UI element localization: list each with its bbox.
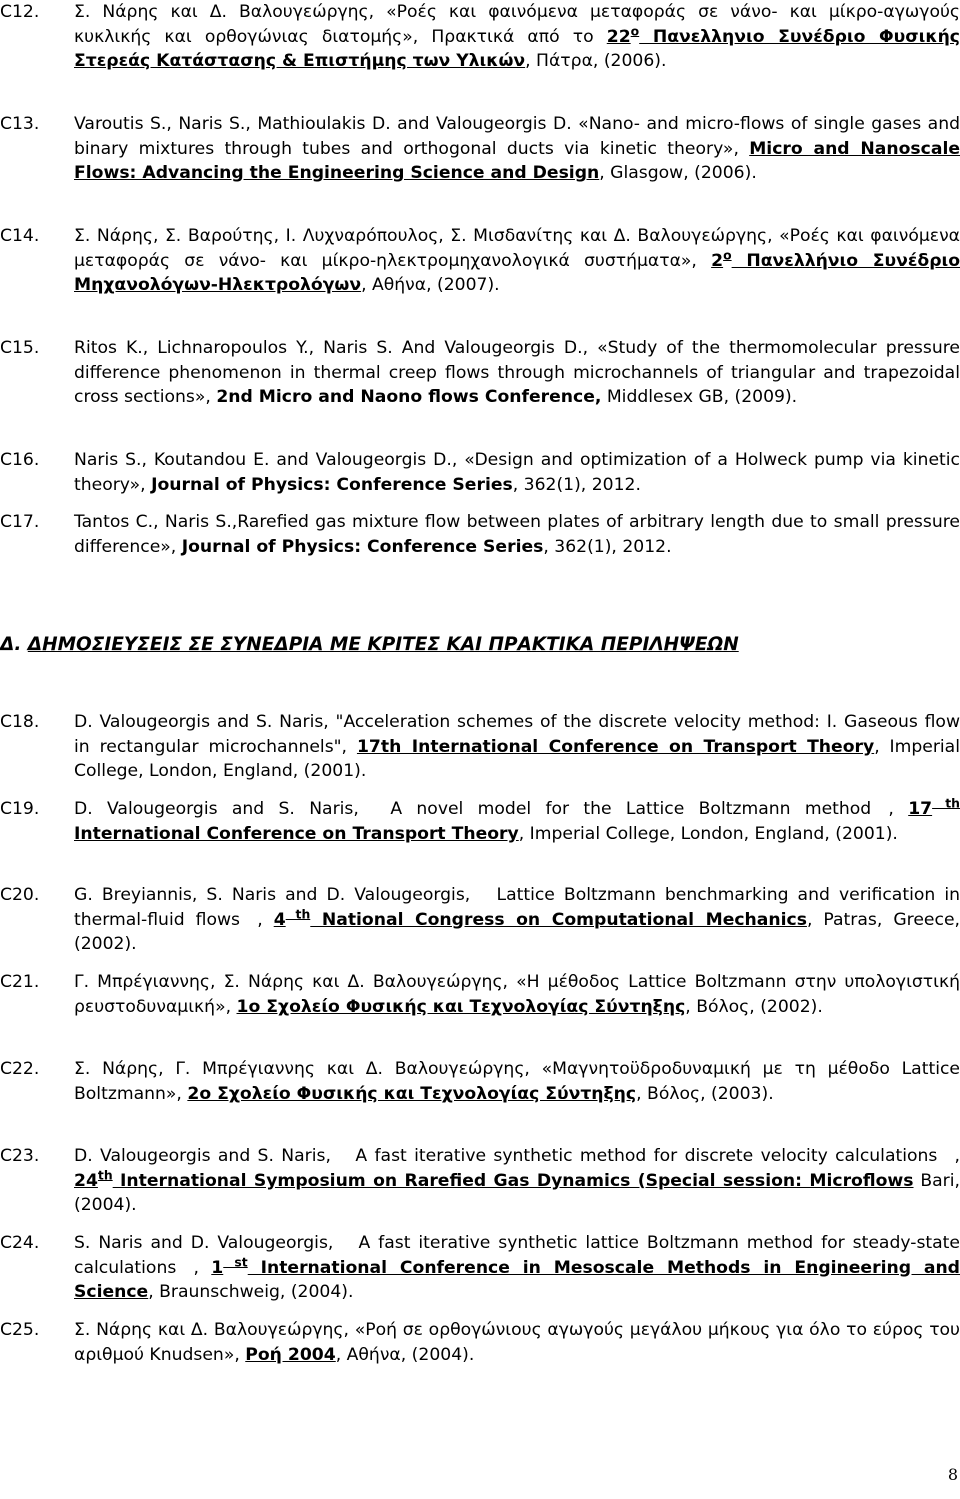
reference-text xyxy=(74,797,960,846)
reference-text-segment: ο xyxy=(723,247,732,262)
reference-number: C15. xyxy=(0,338,40,358)
reference-text-segment: D. Valougeorgis and S. Naris, A fast iterative synthetic method for discrete velocity calculations , xyxy=(74,1146,960,1166)
reference-text-segment: , Imperial College, London, England, (2001). xyxy=(518,823,898,844)
reference-text xyxy=(74,1144,960,1218)
reference-text-segment: Varoutis S., Naris S., Mathioulakis D. and Valougeorgis D. «Nano- and micro-flows of single gases and binary mixtures through tubes and orthogonal ducts via kinetic theory», xyxy=(74,114,960,159)
reference-text-segment: Σ. Νάρης και Δ. Βαλουγεώργης, «Ροές και φαινόμενα μεταφοράς σε νάνο- και μίκρο-αγωγούς κυκλικής και ορθογώνιας διατομής», Πρακτικά από το xyxy=(74,2,960,47)
reference-text-segment: D. Valougeorgis and S. Naris, A novel model for the Lattice Boltzmann method , xyxy=(74,799,909,819)
reference-text xyxy=(74,336,960,410)
reference-text xyxy=(74,0,960,74)
reference-text xyxy=(74,1318,960,1367)
reference-text-segment: , 362(1), 2012. xyxy=(512,474,641,495)
reference-text xyxy=(74,224,960,298)
reference-number: C19. xyxy=(0,799,40,819)
reference-number: C12. xyxy=(0,2,40,22)
reference-text-segment: Ροή 2004 xyxy=(245,1344,336,1365)
reference-text xyxy=(74,112,960,186)
reference-text-segment: , Imperial College, London, England, (2001). xyxy=(74,736,960,782)
reference-text-segment: ο xyxy=(630,23,640,38)
reference-text-segment: Journal of Physics: Conference Series xyxy=(181,536,544,557)
reference-number: C16. xyxy=(0,450,40,470)
reference-number: C23. xyxy=(0,1146,40,1166)
reference-text-segment: National Congress on Computational Mechanics xyxy=(310,909,807,930)
reference-number: C17. xyxy=(0,512,40,532)
reference-text-segment: S. Naris and D. Valougeorgis, A fast iterative synthetic lattice Boltzmann method for steady-state calculations , xyxy=(74,1233,960,1278)
reference-text xyxy=(74,710,960,784)
reference-text-segment: Σ. Νάρης και Δ. Βαλουγεώργης, «Ροή σε ορθογώνιους αγωγούς μεγάλου μήκους για όλο το εύρος του αριθμού Knudsen», xyxy=(74,1320,960,1365)
reference-text-segment: 2 xyxy=(711,250,724,271)
reference-text-segment: , Βόλος, (2003). xyxy=(636,1083,774,1104)
reference-text-segment: th xyxy=(932,796,960,811)
reference-text-segment: 2nd Micro and Naono flows Conference, xyxy=(216,387,602,408)
reference-number: C21. xyxy=(0,972,40,992)
reference-text-segment: Πανελληνιο Συνέδριο Φυσικής Στερεάς Κατάστασης & Επιστήμης των Υλικών xyxy=(74,26,960,72)
reference-text-segment: 22 xyxy=(606,26,631,47)
reference-text xyxy=(74,448,960,497)
reference-text-segment: 2ο Σχολείο Φυσικής και Τεχνολογίας Σύντηξης xyxy=(187,1083,637,1104)
reference-text xyxy=(74,970,960,1019)
reference-text-segment: , 362(1), 2012. xyxy=(543,536,672,557)
reference-number: C24. xyxy=(0,1233,40,1253)
reference-text-segment: , Patras, Greece, (2002). xyxy=(74,909,960,955)
reference-text-segment: 17 xyxy=(908,799,933,819)
reference-text-segment: Bari, (2004). xyxy=(74,1170,960,1216)
reference-text-segment: , Πάτρα, (2006). xyxy=(525,51,667,72)
reference-text-segment: , Βόλος, (2002). xyxy=(685,996,823,1017)
reference-text-segment: Tantos C., Naris S.,Rarefied gas mixture flow between plates of arbitrary length due to small pressure difference», xyxy=(74,512,960,557)
reference-text-segment: Middlesex GB, (2009). xyxy=(601,387,798,408)
reference-text-segment: Naris S., Koutandou E. and Valougeorgis D., «Design and optimization of a Holweck pump via kinetic theory», xyxy=(74,450,960,495)
reference-text-segment: , Glasgow, (2006). xyxy=(599,163,757,184)
reference-text-segment: Micro and Nanoscale Flows: Advancing the Engineering Science and Design xyxy=(74,138,960,184)
reference-text-segment: 1 xyxy=(211,1257,224,1278)
reference-text-segment: International Conference on Transport Theory xyxy=(74,823,519,844)
reference-text-segment: Σ. Νάρης, Σ. Βαρούτης, Ι. Λυχναρόπουλος, Σ. Μισδανίτης και Δ. Βαλουγεώργης, «Ροές και φαινόμενα μεταφοράς σε νάνο- και μίκρο-ηλεκτρομηχανολογικά συστήματα», xyxy=(74,226,960,271)
reference-number: C14. xyxy=(0,226,40,246)
reference-number: C20. xyxy=(0,885,40,905)
reference-text-segment: 24 xyxy=(74,1170,98,1191)
reference-text-segment: International Symposium on Rarefied Gas Dynamics (Special session: Microflows xyxy=(112,1170,914,1191)
reference-text-segment: , Αθήνα, (2007). xyxy=(361,275,500,296)
reference-number: C25. xyxy=(0,1320,40,1340)
reference-number: C22. xyxy=(0,1059,40,1079)
reference-text-segment: , Braunschweig, (2004). xyxy=(148,1282,354,1303)
reference-number: C18. xyxy=(0,712,40,732)
reference-text-segment: Σ. Νάρης, Γ. Μπρέγιαννης και Δ. Βαλουγεώργης, «Μαγνητοϋδροδυναμική με τη μέθοδο Lattice Boltzmann», xyxy=(74,1059,960,1104)
reference-text-segment: Journal of Physics: Conference Series xyxy=(151,474,513,495)
reference-text-segment: th xyxy=(97,1167,113,1182)
page-number: 8 xyxy=(947,1465,958,1484)
reference-text-segment: 17th International Conference on Transport Theory xyxy=(356,736,875,757)
section-heading-title: ΔΗΜΟΣΙΕΥΣΕΙΣ ΣΕ ΣΥΝΕΔΡΙΑ ΜΕ ΚΡΙΤΕΣ ΚΑΙ ΠΡΑΚΤΙΚΑ ΠΕΡΙΛΗΨΕΩΝ xyxy=(27,634,739,655)
reference-number: C13. xyxy=(0,114,40,134)
reference-text-segment: Ritos K., Lichnaropoulos Y., Naris S. And Valougeorgis D., «Study of the thermomolecular pressure difference phenomenon in thermal creep flows through microchannels of triangular and trapezoidal cross sections», xyxy=(74,338,960,408)
reference-text xyxy=(74,1057,960,1106)
reference-text-segment: th xyxy=(285,906,311,921)
section-heading-prefix: Δ. xyxy=(0,634,28,655)
reference-text-segment: 1ο Σχολείο Φυσικής και Τεχνολογίας Σύντηξης xyxy=(236,996,686,1017)
reference-text xyxy=(74,1231,960,1305)
reference-text-segment: 4 xyxy=(273,909,286,930)
reference-text-segment: st xyxy=(223,1254,248,1269)
reference-text-segment: International Conference in Mesoscale Methods in Engineering and Science xyxy=(74,1257,960,1303)
reference-text xyxy=(74,883,960,957)
reference-text xyxy=(74,510,960,559)
reference-text-segment: Πανελλήνιο Συνέδριο Μηχανολόγων-Ηλεκτρολόγων xyxy=(74,250,960,296)
section-heading xyxy=(0,632,960,658)
reference-text-segment: D. Valougeorgis and S. Naris, "Acceleration schemes of the discrete velocity method: I. Gaseous flow in rectangular microchannels", xyxy=(74,712,960,757)
reference-text-segment: G. Breyiannis, S. Naris and D. Valougeorgis, Lattice Boltzmann benchmarking and verification in thermal-fluid flows , xyxy=(74,885,960,930)
reference-text-segment: Γ. Μπρέγιαννης, Σ. Νάρης και Δ. Βαλουγεώργης, «Η μέθοδος Lattice Boltzmann στην υπολογιστική ρευστοδυναμική», xyxy=(74,972,960,1017)
reference-text-segment: , Αθήνα, (2004). xyxy=(335,1344,475,1365)
